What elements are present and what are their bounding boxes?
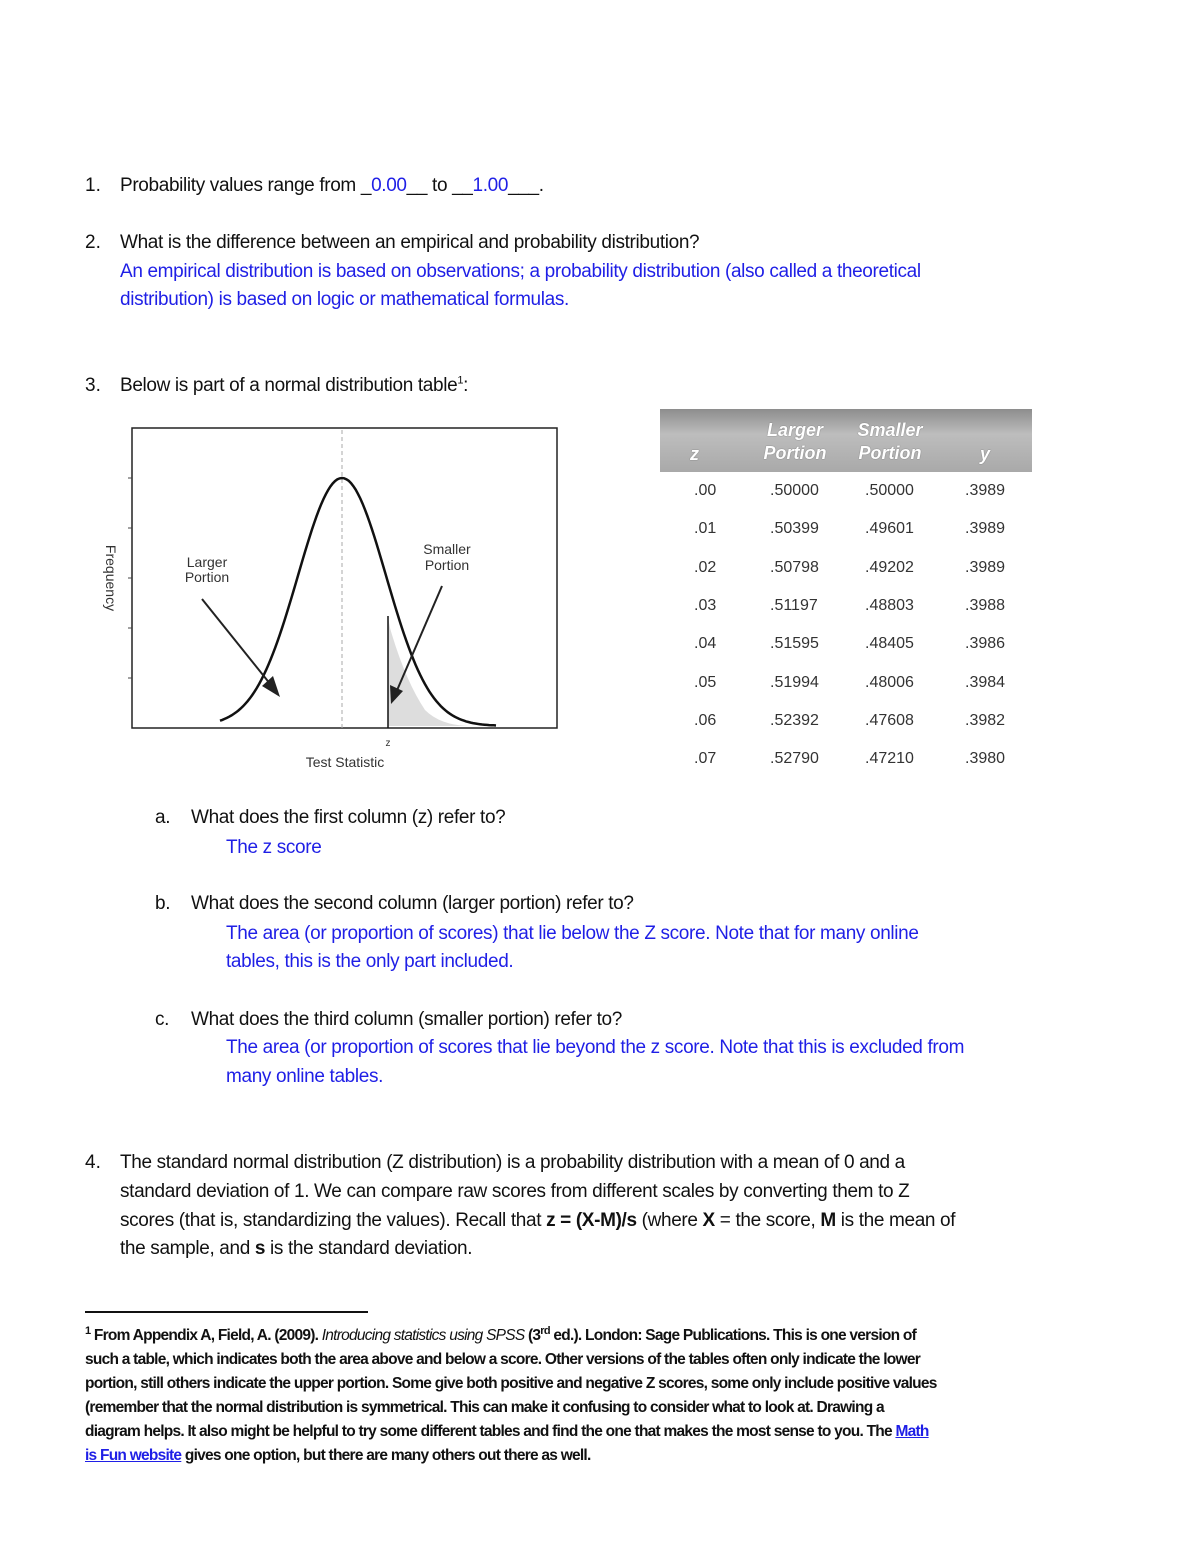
q2-question: What is the difference between an empirical and probability distribution? (120, 232, 700, 253)
sub-c-answer: many online tables. (226, 1066, 384, 1087)
larger-arrowhead (262, 676, 280, 697)
larger-portion-cell: .51197 (770, 596, 818, 614)
larger-arrow (202, 599, 275, 690)
sub-a-question: What does the first column (z) refer to? (191, 807, 506, 828)
colon: : (463, 375, 469, 396)
y-cell: .3988 (965, 596, 1006, 614)
q1-text (120, 174, 544, 198)
q4-line (120, 1209, 955, 1233)
footnote-line: portion, still others indicate the upper portion. Some give both positive and negative Z scores, some only include positive values (85, 1375, 937, 1392)
y-cell: .3982 (965, 711, 1006, 729)
y-cell: .3989 (965, 520, 1006, 538)
footnote-line: is Fun website gives one option, but there are many others out there as well. (85, 1447, 591, 1464)
z-cell: .06 (694, 711, 717, 729)
sub-c-question: What does the third column (smaller portion) refer to? (191, 1009, 622, 1030)
q3-prompt: Below is part of a normal distribution table (120, 375, 458, 396)
q4-text: is the mean of (835, 1210, 956, 1231)
math-is-fun-link[interactable]: is Fun website (85, 1447, 182, 1464)
table-row (660, 750, 1032, 788)
footnote-ref[interactable]: 1 (457, 374, 464, 387)
z-cell: .07 (694, 750, 717, 768)
table-row (660, 635, 1032, 673)
sub-c-answer: The area (or proportion of scores that lie beyond the z score. Note that this is excluded from (226, 1037, 965, 1058)
table-header (660, 409, 1032, 472)
table-row (660, 559, 1032, 597)
sub-b-answer: tables, this is the only part included. (226, 951, 514, 972)
smaller-portion-cell: .48405 (865, 635, 914, 653)
q2-answer-line: distribution) is based on logic or mathematical formulas. (120, 289, 569, 310)
smaller-portion-cell: .49202 (865, 558, 914, 576)
smaller-portion-cell: .50000 (865, 482, 914, 499)
book-title: Introducing statistics using SPSS (321, 1327, 525, 1344)
z-formula: z = (X-M)/s (546, 1210, 637, 1231)
q4-text: = the score, (714, 1210, 821, 1231)
footnote-separator (85, 1311, 368, 1313)
blank: ___. (508, 175, 544, 196)
larger-portion-cell: .52790 (770, 750, 819, 768)
q4-number: 4. (85, 1152, 101, 1173)
s-symbol: s (254, 1238, 266, 1259)
table-row (660, 674, 1032, 712)
footnote-line: diagram helps. It also might be helpful to try some different tables and find the one that makes the most sense to you. The Math (85, 1423, 929, 1440)
q2-answer-line: An empirical distribution is based on observations; a probability distribution (also called a theoretical (120, 261, 921, 282)
table-row (660, 597, 1032, 635)
smaller-portion-shade (388, 617, 468, 726)
sub-b-letter: b. (155, 893, 171, 914)
y-cell: .3984 (965, 673, 1006, 691)
q4-text: (where (636, 1210, 703, 1231)
x-symbol: X (702, 1210, 715, 1231)
larger-label: Larger (186, 554, 228, 570)
footnote-line: (remember that the normal distribution is symmetrical. This can make it confusing to consider what to look at. Drawing a (85, 1399, 884, 1416)
q4-line: standard deviation of 1. We can compare raw scores from different scales by converting them to Z (120, 1181, 910, 1202)
larger-label: Portion (184, 569, 230, 585)
z-cell: .05 (694, 673, 717, 691)
blank: __ to __ (406, 175, 473, 196)
z-cell: .00 (694, 482, 717, 499)
q1-answer-max: 1.00 (472, 175, 509, 196)
sub-a-answer: The z score (226, 837, 322, 858)
y-cell: .3989 (965, 558, 1006, 576)
smaller-portion-cell: .48006 (865, 673, 914, 691)
normal-distribution-table (660, 409, 1032, 768)
table-row (660, 482, 1032, 520)
footnote-number: 1 (85, 1324, 91, 1337)
larger-portion-cell: .50399 (770, 520, 819, 538)
smaller-portion-cell: .47608 (865, 711, 914, 729)
z-marker: z (385, 738, 391, 749)
m-symbol: M (820, 1210, 836, 1231)
z-cell: .01 (694, 520, 717, 538)
y-cell: .3980 (965, 750, 1006, 768)
footnote-line: such a table, which indicates both the area above and below a score. Other versions of the tables often only indicate the lower (85, 1351, 920, 1368)
normal-distribution-figure (90, 410, 570, 780)
smaller-portion-cell: .48803 (865, 596, 914, 614)
sub-b-answer: The area (or proportion of scores) that lie below the Z score. Note that for many online (226, 923, 919, 944)
q1-prompt: Probability values range from (120, 175, 361, 196)
normal-curve (220, 478, 496, 726)
q4-text: scores (that is, standardizing the values). Recall that (120, 1210, 547, 1231)
sub-b-question: What does the second column (larger portion) refer to? (191, 893, 634, 914)
larger-portion-cell: .50000 (770, 482, 819, 499)
header-smaller-portion: Smaller Portion (857, 420, 923, 463)
q4-line: The standard normal distribution (Z distribution) is a probability distribution with a mean of 0 and a (120, 1152, 905, 1173)
header-y: y (979, 444, 990, 464)
table-row (660, 712, 1032, 750)
smaller-portion-cell: .47210 (865, 750, 914, 768)
q3-text (120, 374, 468, 398)
larger-portion-cell: .51994 (770, 673, 819, 691)
blank: _ (360, 175, 372, 196)
q1-number: 1. (85, 175, 101, 196)
sub-a-letter: a. (155, 807, 171, 828)
q3-number: 3. (85, 375, 101, 396)
smaller-portion-cell: .49601 (865, 520, 914, 538)
y-axis-label: Frequency (103, 544, 119, 612)
q2-number: 2. (85, 232, 101, 253)
table-row (660, 520, 1032, 558)
larger-portion-cell: .51595 (770, 635, 819, 653)
y-cell: .3989 (965, 482, 1006, 499)
smaller-label: Smaller (423, 541, 471, 557)
larger-portion-cell: .52392 (770, 711, 819, 729)
y-cell: .3986 (965, 635, 1006, 653)
q1-answer-min: 0.00 (371, 175, 407, 196)
header-z: z (690, 444, 699, 464)
z-cell: .02 (694, 558, 717, 576)
footnote-line: $^1$ From Appendix A, Field, A. (2009). Introducing statistics using SPSS (3rd ed.). London: Sage Publications. This is one version of (85, 1324, 917, 1344)
smaller-label: Portion (424, 557, 470, 573)
z-cell: .04 (694, 635, 717, 653)
math-is-fun-link[interactable]: Math (895, 1423, 929, 1440)
q4-text: is the standard deviation. (265, 1238, 473, 1259)
smaller-arrow (395, 586, 442, 695)
z-cell: .03 (694, 596, 717, 614)
larger-portion-cell: .50798 (770, 558, 819, 576)
x-axis-label: Test Statistic (305, 754, 385, 770)
q4-line (120, 1237, 472, 1261)
header-larger-portion: Larger Portion (763, 420, 827, 463)
sub-c-letter: c. (155, 1009, 170, 1030)
q4-text: the sample, and (120, 1238, 255, 1259)
